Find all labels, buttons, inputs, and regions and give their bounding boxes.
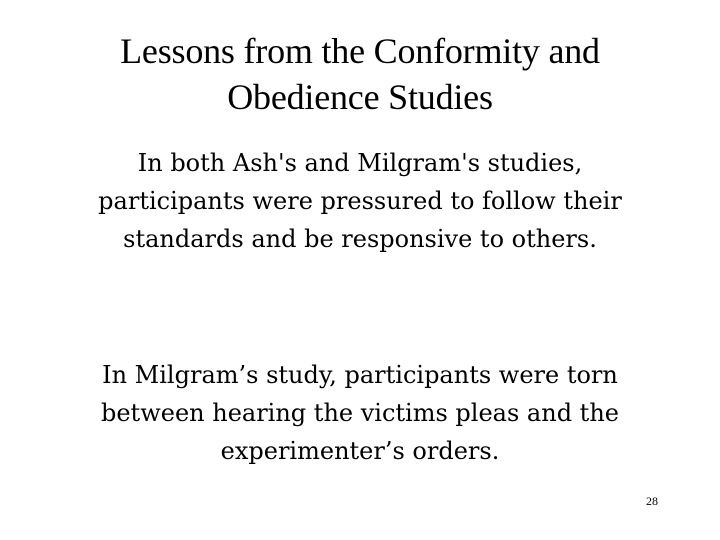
paragraph-line: experimenter’s orders. [220, 437, 500, 465]
paragraph-milgram-torn [40, 356, 680, 470]
paragraph-line: between hearing the victims pleas and the [100, 399, 619, 427]
paragraph-ash-milgram-pressure [40, 144, 680, 258]
slide-title-line: Obedience Studies [227, 77, 493, 117]
slide-title [40, 28, 680, 120]
paragraph-line: standards and be responsive to others. [123, 225, 597, 253]
paragraph-line: In Milgram’s study, participants were torn [102, 361, 618, 389]
paragraph-line: participants were pressured to follow their [98, 187, 622, 215]
slide-title-line: Lessons from the Conformity and [120, 31, 600, 71]
slide-page-number: 28 [646, 494, 658, 508]
paragraph-line: In both Ash's and Milgram's studies, [137, 149, 583, 177]
